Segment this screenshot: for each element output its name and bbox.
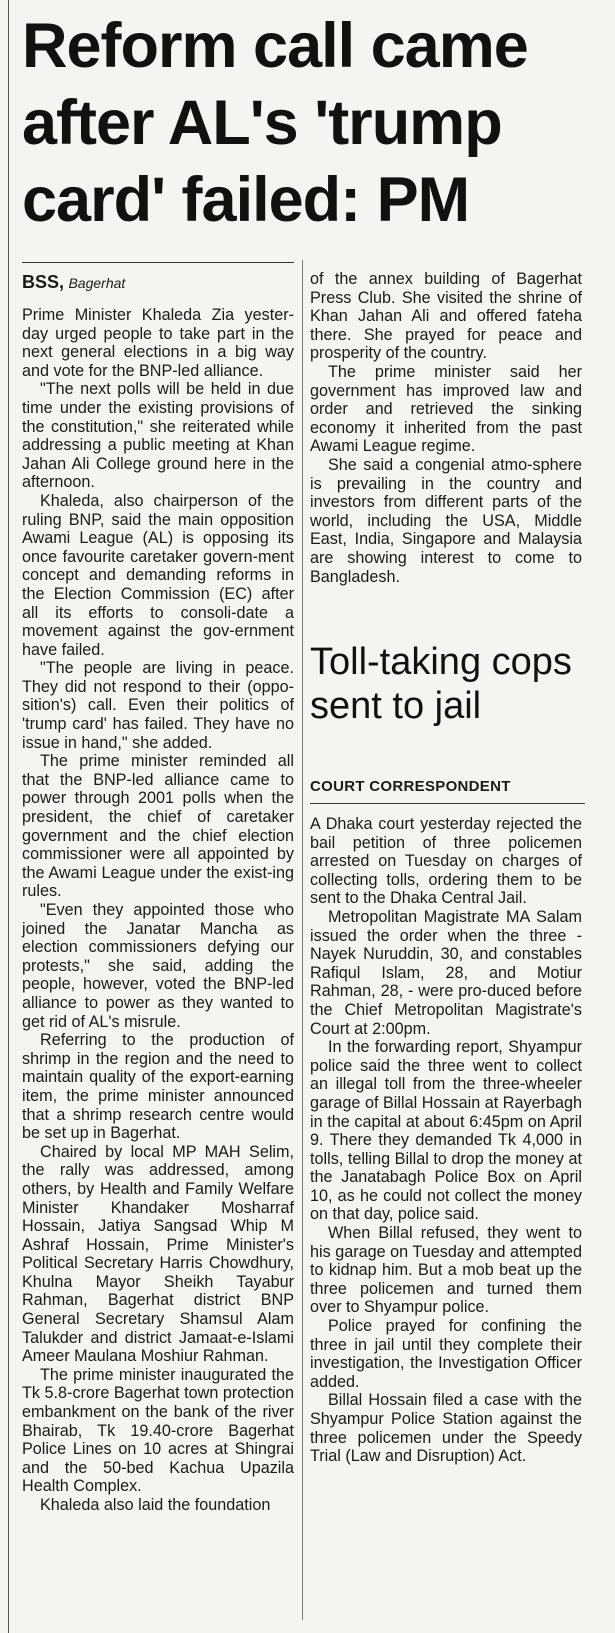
paragraph: When Billal refused, they went to his garage on Tuesday and attempted to kidnap him. But a mob beat up the three policemen and turned them over to Shyampur police. (310, 1224, 582, 1317)
paragraph: Prime Minister Khaleda Zia yester-day urged people to take part in the next general elections in a big way and vote for the BNP-led alliance. (22, 306, 294, 380)
paragraph: of the annex building of Bagerhat Press Club. She visited the shrine of Khan Jahan Ali and offered fateha there. She prayed for peace and prosperity of the country. (310, 270, 582, 363)
paragraph: Metropolitan Magistrate MA Salam issued the order when the three - Nayek Nuruddin, 30, and constables Rafiqul Islam, 28, and Motiur Rahman, 28, - were pro-duced before the Chief Metropolitan Magistrate's Court at 2:00pm. (310, 907, 582, 1038)
paragraph: In the forwarding report, Shyampur police said the three went to collect an illegal toll from the three-wheeler garage of Billal Hossain at Rayerbagh in the capital at about 6:45pm on April 9. There they demanded Tk 4,000 in tolls, telling Billal to drop the money at the Janatabagh Police Box on April 10, as he could not collect the money on that day, police said. (310, 1038, 582, 1224)
column-rule-left (8, 0, 9, 1633)
byline (22, 272, 294, 293)
paragraph: The prime minister inaugurated the Tk 5.8-crore Bagerhat town protection embankment on the bank of the river Bhairab, Tk 19.40-crore Bagerhat Police Lines on 10 acres at Shingrai and the 50-bed Kachua Upazila Health Complex. (22, 1365, 294, 1496)
paragraph: "Even they appointed those who joined the Janatar Mancha as election commissioners defying our protests," she said, adding the people, however, voted the BNP-led alliance to power as they wanted to get rid of AL's misrule. (22, 901, 294, 1031)
paragraph: "The people are living in peace. They did not respond to their (oppo-sition's) call. Even their politics of 'trump card' has failed. They have no issue in hand," she added. (22, 659, 294, 752)
article2-column (310, 815, 582, 1466)
paragraph: Chaired by local MP MAH Selim, the rally was addressed, among others, by Health and Family Welfare Minister Khandaker Mosharraf Hossain, Jatiya Sangsad Whip M Ashraf Hossain, Prime Minister's Political Secretary Harris Chowdhury, Khulna Mayor Sheikh Tayabur Rahman, Bagerhat district BNP General Secretary Shamsul Alam Talukder and district Jamaat-e-Islami Ameer Maulana Moshiur Rahman. (22, 1142, 294, 1366)
headline-rule (22, 262, 294, 263)
paragraph: The prime minister reminded all that the BNP-led alliance came to power through 2001 polls when the president, the chief of caretaker government and the chief election commissioner were all appointed by the Awami League under the exist-ing rules. (22, 752, 294, 901)
article1-column1 (22, 306, 294, 1515)
article1-column2 (310, 270, 582, 586)
paragraph: Khaleda, also chairperson of the ruling BNP, said the main opposition Awami League (AL) is opposing its once favourite caretaker govern-ment concept and demanding reforms in the Election Commission (EC) after all its efforts to consoli-date a movement against the gov-ernment have failed. (22, 491, 294, 659)
column-rule-middle (302, 260, 303, 1620)
paragraph: The prime minister said her government has improved law and order and retrieved the sinking economy it inherited from the past Awami League regime. (310, 362, 582, 456)
byline-place: Bagerhat (68, 275, 126, 291)
byline2: COURT CORRESPONDENT (310, 778, 585, 804)
paragraph: Billal Hossain filed a case with the Shyampur Police Station against the three policemen under the Speedy Trial (Law and Disruption) Act. (310, 1391, 582, 1466)
paragraph: Khaleda also laid the foundation (40, 1496, 271, 1514)
paragraph: She said a congenial atmo-sphere is prevailing in the country and investors from different parts of the world, including the USA, Middle East, India, Singapore and Malaysia are showing interest to come to Bangladesh. (310, 455, 582, 586)
main-headline: Reform call came after AL's 'trump card' failed: PM (22, 11, 528, 235)
paragraph: Police prayed for confining the three in jail until they complete their investigation, the Investigation Officer added. (310, 1317, 582, 1391)
byline-agency: BSS, (22, 272, 65, 292)
paragraph: A Dhaka court yesterday rejected the bail petition of three policemen arrested on Tuesday on charges of collecting tolls, ordering them to be sent to the Dhaka Central Jail. (310, 815, 582, 908)
second-headline: Toll-taking cops sent to jail (310, 641, 572, 727)
paragraph: Referring to the production of shrimp in the region and the need to maintain quality of the export-earning item, the prime minister announced that a shrimp research centre would be set up in Bagerhat. (22, 1031, 294, 1143)
paragraph: "The next polls will be held in due time under the existing provisions of the constitution," she reiterated while addressing a public meeting at Khan Jahan Ali College ground here in the afternoon. (22, 380, 294, 492)
